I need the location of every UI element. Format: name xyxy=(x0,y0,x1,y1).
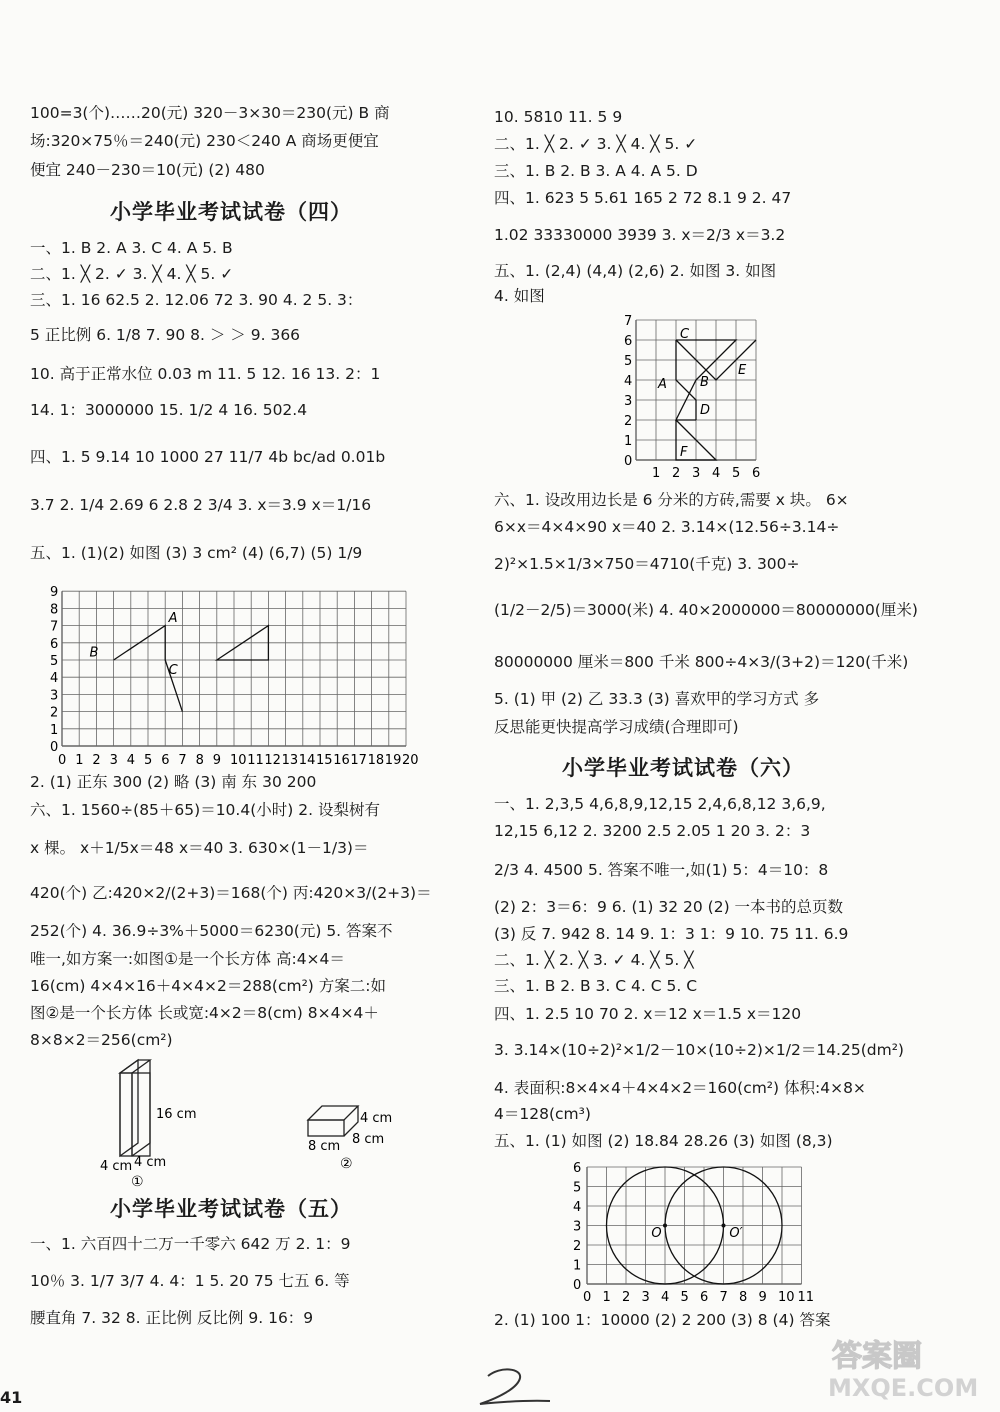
x-tick-label: 8 xyxy=(195,753,204,768)
text-line: 四、1. 5 9.14 10 1000 27 11/7 4b bc/ad 0.01b xyxy=(30,448,386,466)
box2-front xyxy=(308,1120,344,1136)
text-line: 12,15 6,12 2. 3200 2.5 2.05 1 20 3. 2：3 xyxy=(494,822,811,840)
x-tick-label: 9 xyxy=(212,753,222,768)
y-tick-label: 1 xyxy=(50,722,59,738)
x-tick-label: 7 xyxy=(178,753,187,768)
section-title: 小学毕业考试试卷（六） xyxy=(562,755,804,780)
text-line: 六、1. 1560÷(85＋65)＝10.4(小时) 2. 设梨树有 xyxy=(30,801,380,819)
y-tick-label: 6 xyxy=(50,636,59,652)
text-line: 10％ 3. 1/7 3/7 4. 4：1 5. 20 75 七五 6. 等 xyxy=(30,1272,350,1290)
text-line: 六、1. 设改用边长是 6 分米的方砖,需要 x 块。 6× xyxy=(494,491,849,509)
point-label: B xyxy=(700,375,709,390)
text-line: 3. 3.14×(10÷2)²×1/2－10×(10÷2)×1/2＝14.25(dm²) xyxy=(494,1041,904,1059)
watermark-line1: 答案圈 xyxy=(832,1339,922,1374)
x-tick-label: 8 xyxy=(739,1290,748,1305)
y-tick-label: 2 xyxy=(624,414,633,429)
text-line: (2) 2：3＝6：9 6. (1) 32 20 (2) 一本书的总页数 xyxy=(494,898,844,916)
text-line: 4. 表面积:8×4×4＋4×4×2＝160(cm²) 体积:4×8× xyxy=(494,1079,866,1097)
circles-grid-figure xyxy=(569,1152,829,1304)
x-tick-label: 4 xyxy=(712,466,721,481)
text-line: 腰直角 7. 32 8. 正比例 反比例 9. 16：9 xyxy=(30,1309,314,1327)
x-tick-label: 5 xyxy=(680,1290,689,1305)
text-line: (1/2－2/5)＝3000(米) 4. 40×2000000＝80000000(厘米) xyxy=(494,601,918,619)
y-tick-label: 2 xyxy=(573,1239,582,1254)
x-tick-label: 3 xyxy=(692,466,701,481)
x-tick-label: 7 xyxy=(719,1290,728,1305)
text-line: 100=3(个)……20(元) 320－3×30＝230(元) B 商 xyxy=(30,104,390,122)
text-line: 252(个) 4. 36.9÷3%＋5000＝6230(元) 5. 答案不 xyxy=(30,922,393,940)
text-line: 2/3 4. 4500 5. 答案不唯一,如(1) 5：4＝10：8 xyxy=(494,861,829,879)
x-tick-label: 9 xyxy=(758,1290,767,1305)
y-tick-label: 3 xyxy=(624,394,633,409)
x-tick-label: 2 xyxy=(92,753,101,768)
coordinate-grid-figure xyxy=(624,310,784,480)
text-line: 10. 高于正常水位 0.03 m 11. 5 12. 16 13. 2：1 xyxy=(30,365,381,383)
text-line: 四、1. 2.5 10 70 2. x＝12 x＝1.5 x＝120 xyxy=(494,1005,802,1023)
x-tick-label: 6 xyxy=(700,1290,709,1305)
x-tick-label: 5 xyxy=(144,753,153,768)
y-tick-label: 8 xyxy=(50,602,59,618)
text-line: (3) 反 7. 942 8. 14 9. 1：3 1：9 10. 75 11. 6.9 xyxy=(494,925,849,943)
text-line: 四、1. 623 5 5.61 165 2 72 8.1 9 2. 47 xyxy=(494,189,792,207)
box1-left xyxy=(120,1073,132,1156)
text-line: 三、1. 16 62.5 2. 12.06 72 3. 90 4. 2 5. 3： xyxy=(30,291,363,309)
text-line: 2)²×1.5×1/3×750＝4710(千克) 3. 300÷ xyxy=(494,555,800,573)
page-number: 41 xyxy=(0,1388,23,1407)
y-tick-label: 7 xyxy=(50,619,59,635)
text-line: 唯一,如方案一:如图①是一个长方体 高:4×4＝ xyxy=(30,950,345,968)
section-title: 小学毕业考试试卷（五） xyxy=(110,1196,352,1221)
x-tick-label: 20 xyxy=(402,753,419,768)
box2-depth-label: 8 cm xyxy=(352,1132,385,1147)
box2-tag: ② xyxy=(340,1156,353,1172)
x-tick-label: 15 xyxy=(316,753,333,768)
x-tick-label: 2 xyxy=(622,1290,631,1305)
point-label: C xyxy=(680,327,690,342)
box2-width-label: 8 cm xyxy=(308,1139,341,1154)
x-tick-label: 11 xyxy=(797,1290,815,1305)
y-tick-label: 1 xyxy=(624,434,633,449)
text-line: 2. (1) 100 1：10000 (2) 2 200 (3) 8 (4) 答案 xyxy=(494,1311,831,1329)
box1-front xyxy=(132,1073,150,1156)
grid-svg xyxy=(624,310,784,480)
x-tick-label: 4 xyxy=(126,753,136,768)
x-tick-label: 0 xyxy=(58,753,67,768)
box1-top xyxy=(120,1060,150,1073)
box1-height-label: 16 cm xyxy=(156,1107,197,1122)
text-line: 二、1. ╳ 2. ✓ 3. ╳ 4. ╳ 5. ✓ xyxy=(494,135,698,153)
y-tick-label: 0 xyxy=(573,1278,582,1293)
y-tick-label: 7 xyxy=(624,314,633,329)
x-tick-label: 12 xyxy=(264,753,281,768)
x-tick-label: 1 xyxy=(75,753,84,768)
x-tick-label: 18 xyxy=(367,753,385,768)
text-line: 一、1. 2,3,5 4,6,8,9,12,15 2,4,6,8,12 3,6,9, xyxy=(494,795,826,813)
point-label: O xyxy=(651,1226,662,1242)
text-line: 5. (1) 甲 (2) 乙 33.3 (3) 喜欢甲的学习方式 多 xyxy=(494,690,820,708)
x-tick-label: 6 xyxy=(752,466,761,481)
y-tick-label: 2 xyxy=(50,705,59,721)
text-line: 2. (1) 正东 300 (2) 略 (3) 南 东 30 200 xyxy=(30,773,317,791)
y-tick-label: 5 xyxy=(624,354,633,369)
box1-tag: ① xyxy=(131,1174,144,1190)
text-line: 14. 1：3000000 15. 1/2 4 16. 502.4 xyxy=(30,401,308,419)
x-tick-label: 11 xyxy=(247,753,264,768)
text-line: 五、1. (1) 如图 (2) 18.84 28.26 (3) 如图 (8,3) xyxy=(494,1132,833,1150)
y-tick-label: 3 xyxy=(50,688,59,704)
y-tick-label: 5 xyxy=(50,654,59,669)
grid-svg xyxy=(50,580,440,768)
text-line: 三、1. B 2. B 3. A 4. A 5. D xyxy=(494,162,698,180)
text-line: 4＝128(cm³) xyxy=(494,1105,591,1123)
point-label: F xyxy=(680,445,688,460)
box1-side xyxy=(120,1060,138,1156)
watermark-logo xyxy=(822,1332,992,1406)
x-tick-label: 2 xyxy=(672,466,681,481)
y-tick-label: 3 xyxy=(573,1219,582,1235)
cuboid-svg xyxy=(100,1048,410,1190)
coordinate-grid-figure xyxy=(50,580,440,768)
text-line: 五、1. (2,4) (4,4) (2,6) 2. 如图 3. 如图 xyxy=(494,262,777,280)
grid-svg xyxy=(569,1152,829,1304)
point-label: O′ xyxy=(729,1226,743,1242)
text-line: 420(个) 乙:420×2/(2+3)＝168(个) 丙:420×3/(2+3)＝ xyxy=(30,884,432,902)
center-dot xyxy=(663,1224,667,1228)
y-tick-label: 0 xyxy=(50,740,59,755)
text-line: 10. 5810 11. 5 9 xyxy=(494,108,623,126)
point-label: A xyxy=(658,377,667,392)
x-tick-label: 14 xyxy=(298,753,316,768)
x-tick-label: 13 xyxy=(281,753,299,768)
x-tick-label: 5 xyxy=(732,466,741,481)
point-label: B xyxy=(89,645,99,661)
x-tick-label: 10 xyxy=(778,1290,795,1305)
text-line: 3.7 2. 1/4 2.69 6 2.8 2 3/4 3. x＝3.9 x＝1/16 xyxy=(30,496,372,514)
x-tick-label: 17 xyxy=(350,753,367,768)
box2-top xyxy=(308,1106,358,1120)
x-tick-label: 16 xyxy=(333,753,350,768)
y-tick-label: 6 xyxy=(573,1161,582,1176)
watermark-line2: MXQE.COM xyxy=(828,1374,979,1402)
text-line: 8×8×2＝256(cm²) xyxy=(30,1031,173,1049)
text-line: 一、1. 六百四十二万一千零六 642 万 2. 1：9 xyxy=(30,1235,351,1253)
x-tick-label: 0 xyxy=(583,1290,592,1305)
text-line: 二、1. ╳ 2. ╳ 3. ✓ 4. ╳ 5. ╳ xyxy=(494,951,694,969)
text-line: 场:320×75％＝240(元) 230＜240 A 商场更便宜 xyxy=(30,132,379,150)
text-line: 便宜 240－230＝10(元) (2) 480 xyxy=(30,161,265,179)
point-label: D xyxy=(700,403,711,418)
box1-depth-label: 4 cm xyxy=(134,1155,167,1170)
text-line: 二、1. ╳ 2. ✓ 3. ╳ 4. ╳ 5. ✓ xyxy=(30,265,234,283)
box1-width-label: 4 cm xyxy=(100,1159,133,1174)
text-line: 4. 如图 xyxy=(494,287,545,305)
x-tick-label: 10 xyxy=(230,753,247,768)
x-tick-label: 3 xyxy=(641,1290,650,1305)
x-tick-label: 3 xyxy=(109,753,118,768)
text-line: 80000000 厘米＝800 千米 800÷4×3/(3+2)＝120(千米) xyxy=(494,653,909,671)
text-line: 5 正比例 6. 1/8 7. 90 8. ＞ ＞ 9. 366 xyxy=(30,326,301,344)
text-line: 图②是一个长方体 长或宽:4×2＝8(cm) 8×4×4＋ xyxy=(30,1004,379,1022)
y-tick-label: 0 xyxy=(624,454,633,469)
y-tick-label: 4 xyxy=(573,1200,582,1215)
box1-edge xyxy=(132,1060,150,1156)
handwritten-mark xyxy=(470,1362,560,1411)
y-tick-label: 5 xyxy=(573,1180,582,1196)
y-tick-label: 6 xyxy=(624,334,633,349)
text-line: 6×x＝4×4×90 x＝40 2. 3.14×(12.56÷3.14÷ xyxy=(494,518,840,536)
text-line: 一、1. B 2. A 3. C 4. A 5. B xyxy=(30,239,233,257)
text-line: x 棵。 x＋1/5x＝48 x＝40 3. 630×(1－1/3)＝ xyxy=(30,839,369,857)
section-title: 小学毕业考试试卷（四） xyxy=(110,199,352,224)
x-tick-label: 4 xyxy=(661,1290,670,1305)
point-label: C xyxy=(168,662,178,678)
y-tick-label: 9 xyxy=(50,585,59,601)
y-tick-label: 4 xyxy=(50,671,59,687)
x-tick-label: 19 xyxy=(384,753,402,768)
text-line: 五、1. (1)(2) 如图 (3) 3 cm² (4) (6,7) (5) 1/9 xyxy=(30,544,363,562)
x-tick-label: 1 xyxy=(652,466,661,481)
text-line: 1.02 33330000 3939 3. x＝2/3 x＝3.2 xyxy=(494,226,786,244)
y-tick-label: 1 xyxy=(573,1258,582,1274)
box2-height-label: 4 cm xyxy=(360,1111,393,1126)
cuboid-figures xyxy=(100,1048,410,1190)
text-line: 反思能更快提高学习成绩(合理即可) xyxy=(494,718,739,736)
text-line: 三、1. B 2. B 3. C 4. C 5. C xyxy=(494,977,698,995)
point-label: A xyxy=(168,611,178,627)
x-tick-label: 1 xyxy=(602,1290,611,1305)
center-dot xyxy=(722,1224,726,1228)
x-tick-label: 6 xyxy=(161,753,170,768)
y-tick-label: 4 xyxy=(624,374,633,389)
point-label: E xyxy=(738,363,747,378)
text-line: 16(cm) 4×4×16＋4×4×2＝288(cm²) 方案二:如 xyxy=(30,977,387,995)
